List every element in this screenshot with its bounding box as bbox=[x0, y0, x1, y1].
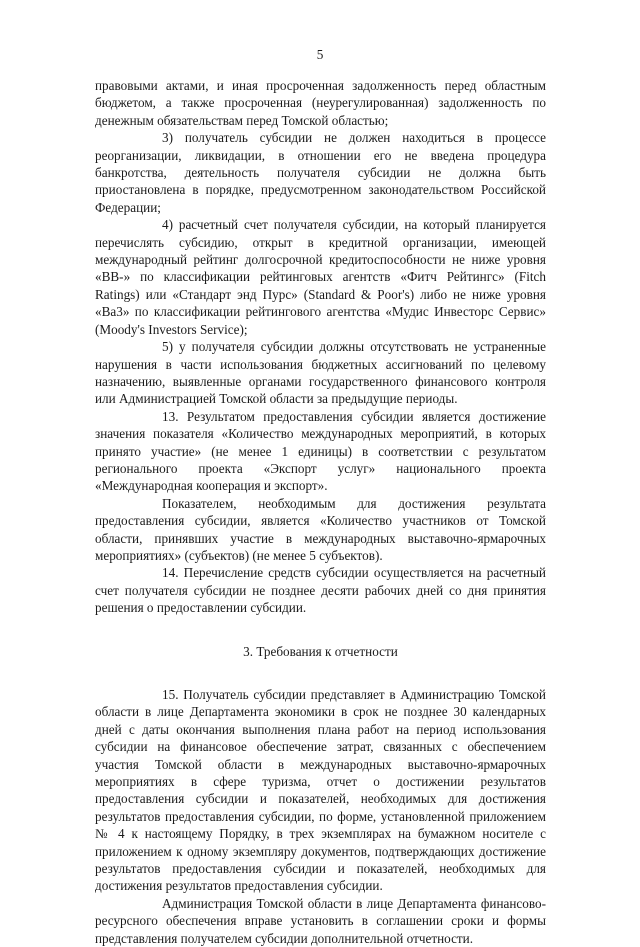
paragraph-reporting: Администрация Томской области в лице Департамента финансово-ресурсного обеспечения вправе установить в соглашении сроки и формы представления получателем субсидии дополнительной отчетности. bbox=[95, 895, 546, 946]
paragraph-14: 14. Перечисление средств субсидии осуществляется на расчетный счет получателя субсидии не позднее десяти рабочих дней со дня принятия решения о предоставлении субсидии. bbox=[95, 565, 546, 616]
paragraph-item-3: 3) получатель субсидии не должен находиться в процессе реорганизации, ликвидации, в отношении его не введена процедура банкротства, деятельность получателя субсидии не должна быть приостановлена в порядке, предусмотренном законодательством Российской Федерации; bbox=[95, 130, 546, 215]
paragraph-item-4: 4) расчетный счет получателя субсидии, на который планируется перечислять субсидию, открыт в кредитной организации, имеющей международный рейтинг долгосрочной кредитоспособности не ниже уровня «BB-» по классификации рейтинговых агентств «Фитч Рейтингс» (Fitch Ratings) или «Стандарт энд Пурс» (Standard & Poor's) либо не ниже уровня «Ba3» по классификации рейтингового агентства «Мудис Инвесторс Сервис» (Moody's Investors Service); bbox=[95, 217, 546, 337]
paragraph-continuation: правовыми актами, и иная просроченная задолженность перед областным бюджетом, а также просроченная (неурегулированная) задолженность по денежным обязательствам перед Томской областью; bbox=[95, 78, 546, 128]
paragraph-indicator: Показателем, необходимым для достижения результата предоставления субсидии, является «Количество участников от Томской области, принявших участие в международных выставочно-ярмарочных мероприятиях» (субъектов) (не менее 5 субъектов). bbox=[95, 495, 546, 563]
section-heading: 3. Требования к отчетности bbox=[243, 643, 398, 659]
page-number: 5 bbox=[316, 47, 324, 62]
paragraph-item-5: 5) у получателя субсидии должны отсутствовать не устраненные нарушения в части использования бюджетных ассигнований по целевому назначению, выявленные органами государственного финансового контроля или Администрацией Томской области за предыдущие периоды. bbox=[95, 339, 546, 407]
document-body bbox=[95, 77, 546, 947]
paragraph-15: 15. Получатель субсидии представляет в Администрацию Томской области в лице Департамента экономики в срок не позднее 30 календарных дней с даты окончания выполнения плана работ на период использования субсидии на финансовое обеспечение затрат, связанных с обеспечением участия Томской области в международных выставочно-ярмарочных мероприятиях в сфере туризма, отчет о достижении результатов предоставления субсидии и показателей, необходимых для достижения результатов предоставления субсидии, по форме, установленной приложением № 4 к настоящему Порядку, в трех экземплярах на бумажном носителе с приложением к одному экземпляру документов, подтверждающих достижение результатов предоставления субсидии и показателей, необходимых для достижения результатов предоставления субсидии. bbox=[95, 687, 546, 894]
paragraph-13: 13. Результатом предоставления субсидии является достижение значения показателя «Количество международных мероприятий, в которых принято участие» (не менее 1 единицы) в соответствии с результатом регионального проекта «Экспорт услуг» национального проекта «Международная кооперация и экспорт». bbox=[95, 408, 546, 494]
